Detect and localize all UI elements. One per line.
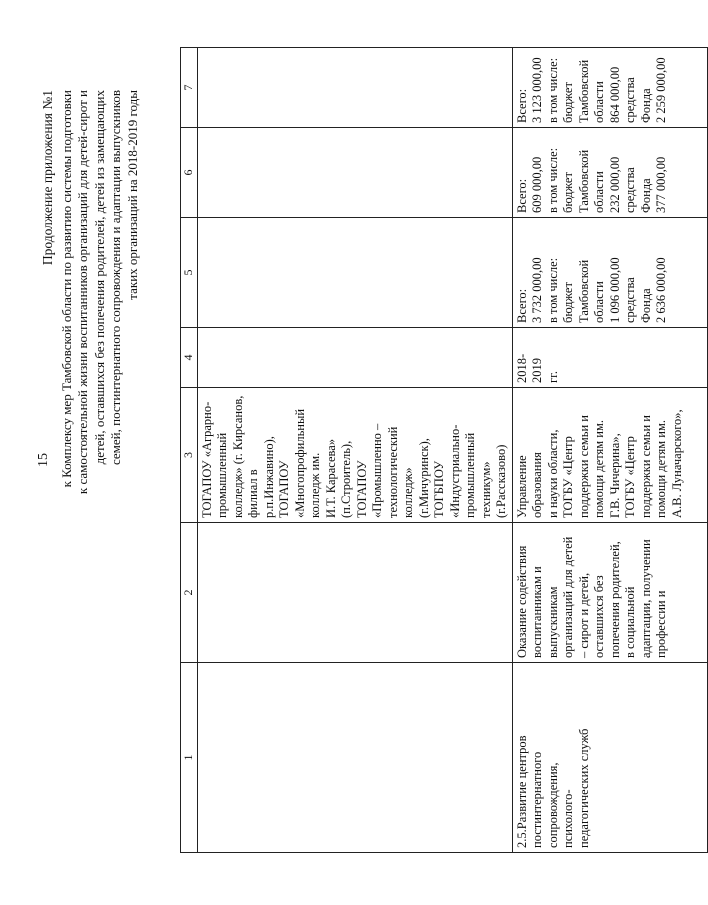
period-cell [512, 328, 707, 388]
table-cell [197, 523, 512, 663]
cell-line: 2.5.Развитие центров [514, 735, 529, 848]
cell-line: Всего: [514, 88, 529, 123]
cell-line: 377 000,00 [654, 156, 668, 213]
cell-line: Тамбовской [576, 149, 591, 213]
cell-line: техникум» (г.Рассказово) [478, 444, 508, 518]
cell-line: А.В. Луначарского», [669, 409, 684, 518]
funding-total-cell [512, 218, 707, 328]
cell-line: 3 732 000,00 [530, 257, 544, 323]
cell-line: ТОГБПОУ [432, 460, 446, 518]
cell-line: Управление образования [514, 452, 544, 518]
cell-line: педагогических служб [576, 728, 591, 848]
cell-line: 864 000,00 [607, 66, 622, 123]
cell-line: сопровождения, [545, 762, 560, 848]
measure-name-cell [512, 663, 707, 853]
cell-line: ТОГБУ «Центр [623, 436, 637, 518]
cell-line: 2 259 000,00 [654, 57, 668, 123]
appendix-title: Продолжение приложения №1 [40, 90, 55, 266]
cell-line: Г.В. Чичерина», [607, 433, 622, 518]
cell-line: Всего: [514, 288, 529, 323]
column-number: 5 [181, 218, 198, 328]
cell-line: 1 096 000,00 [607, 257, 622, 323]
header-line: детей, оставшихся без попечения родителей, детей из замещающих [91, 90, 107, 465]
cell-line: Всего: [514, 178, 529, 213]
cell-line: 2 636 000,00 [654, 257, 668, 323]
table-row [512, 48, 707, 853]
cell-line: ТОГАПОУ [277, 460, 291, 518]
funding-2019-cell [512, 48, 707, 128]
cell-line: организаций для детей [561, 536, 575, 658]
table-cell [197, 218, 512, 328]
cell-line: поддержки семьи и [576, 415, 591, 518]
header-line: к Комплексу мер Тамбовской области по развитию системы подготовки [58, 90, 74, 488]
cell-line: в том числе: [545, 57, 560, 123]
cell-line: ТОГБУ «Центр [561, 436, 575, 518]
cell-line: 2018-2019 [514, 353, 544, 383]
cell-line: в том числе: [545, 147, 560, 213]
cell-line: поддержки семьи и [638, 415, 653, 518]
cell-line: и науки области, [545, 429, 560, 518]
cell-line: постинтернатного [530, 751, 544, 848]
table-cell [197, 328, 512, 388]
cell-line: «Многопрофильный [292, 408, 307, 518]
cell-line: области [592, 171, 606, 213]
cell-line: помощи детям им. [654, 419, 668, 518]
cell-line: промышленный [215, 432, 229, 518]
cell-line: ТОГАПОУ «Аграрно- [199, 401, 214, 518]
cell-line: средства [623, 77, 637, 123]
cell-line: в том числе: [545, 257, 560, 323]
cell-line: Фонда [638, 288, 653, 323]
funding-2018-cell [512, 128, 707, 218]
column-number: 7 [181, 48, 198, 128]
page-number: 15 [36, 453, 51, 467]
cell-line: 3 123 000,00 [530, 57, 544, 123]
cell-line: филиал в р.п.Инжавино), [246, 436, 276, 518]
table-cell [197, 663, 512, 853]
cell-line: технологический [385, 426, 400, 518]
cell-line: 232 000,00 [607, 156, 622, 213]
cell-line: Оказание содействия [514, 545, 529, 658]
cell-line: колледж» (г. Кирсанов, [230, 395, 245, 518]
cell-line: оставшихся без [592, 575, 606, 658]
table-cell [197, 48, 512, 128]
column-number: 1 [181, 663, 198, 853]
cell-line: 609 000,00 [530, 156, 544, 213]
cell-line: «Индустриально- [447, 424, 462, 518]
cell-line: промышленный [463, 432, 477, 518]
column-number: 2 [181, 523, 198, 663]
cell-line: «Промышленно – [370, 423, 384, 518]
cell-line: воспитанникам и [530, 566, 544, 658]
cell-line: И.Т. Карасева» [323, 438, 338, 518]
measure-content-cell [512, 523, 707, 663]
header-line: к самостоятельной жизни воспитанников организаций для детей-сирот и [75, 90, 90, 495]
measures-table [180, 47, 708, 853]
cell-line: (п.Строитель), [339, 440, 353, 518]
cell-line: бюджет [561, 172, 575, 213]
cell-line: бюджет [561, 82, 575, 123]
cell-line: профессии и [654, 590, 668, 658]
cell-line: попечения родителей, [607, 541, 622, 658]
cell-line: ТОГАПОУ [354, 460, 369, 518]
header-line: таких организаций на 2018-2019 годы [124, 90, 140, 300]
table-cell [197, 128, 512, 218]
cell-line: Тамбовской [576, 259, 591, 323]
cell-line: в социальной [623, 586, 637, 658]
cell-line: средства [623, 277, 637, 323]
cell-line: – сирот и детей, [576, 572, 591, 658]
cell-line: Фонда [638, 178, 653, 213]
table-row [197, 48, 512, 853]
cell-line: психолого- [561, 789, 575, 848]
cell-line: средства [623, 167, 637, 213]
header-line: семей, постинтернатного сопровождения и адаптации выпускников [108, 90, 123, 466]
executors-cell [512, 388, 707, 523]
cell-line: помощи детям им. [592, 419, 606, 518]
executors-cell [197, 388, 512, 523]
cell-line: адаптации, получении [638, 539, 653, 658]
column-number: 6 [181, 128, 198, 218]
cell-line: области [592, 81, 606, 123]
cell-line: Фонда [638, 88, 653, 123]
column-number: 3 [181, 388, 198, 523]
column-number-row [181, 48, 198, 853]
cell-line: Тамбовской [576, 59, 591, 123]
column-number: 4 [181, 328, 198, 388]
cell-line: колледж» (г.Мичуринск), [401, 438, 431, 518]
cell-line: гг. [545, 371, 560, 383]
cell-line: области [592, 281, 606, 323]
cell-line: бюджет [561, 282, 575, 323]
cell-line: колледж им. [308, 452, 322, 518]
cell-line: выпускникам [545, 586, 560, 658]
appendix-header [40, 90, 141, 650]
